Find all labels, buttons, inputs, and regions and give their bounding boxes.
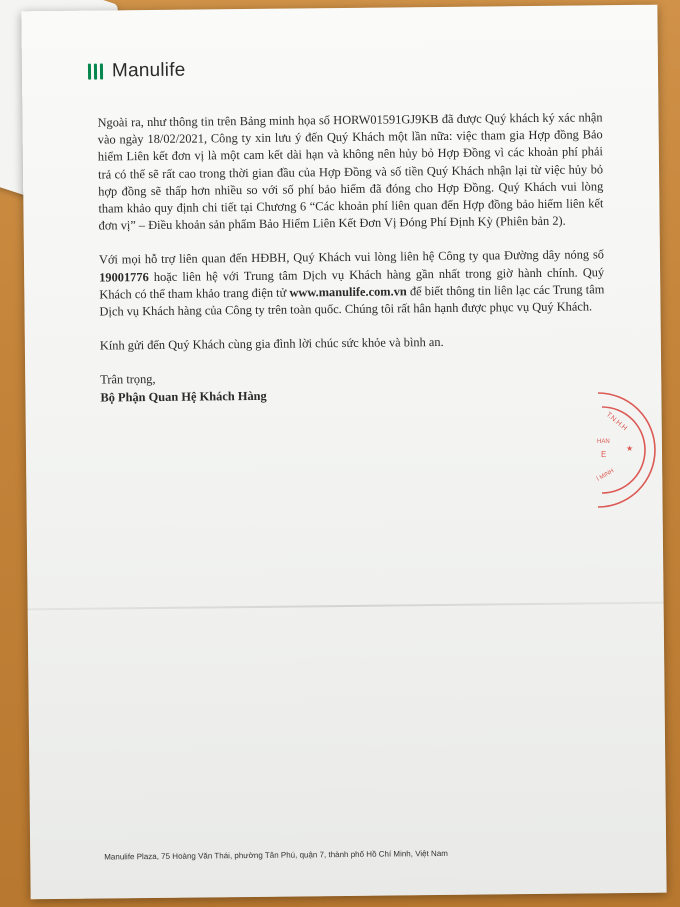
- signature-department: Bộ Phận Quan Hệ Khách Hàng: [100, 388, 267, 405]
- svg-text:E: E: [601, 450, 607, 459]
- paragraph-illustration-notice: Ngoài ra, như thông tin trên Bảng minh họa số HORW01591GJ9KB đã được Quý khách ký xác nhận vào ngày 18/02/2021, Công ty xin lưu ý đến Quý Khách một lần nữa: việc tham gia Hợp đồng Bảo hiểm Liên kết đơn vị là một cam kết dài hạn và không nên hủy bỏ Hợp Đồng vì các khoản phí phải trả có thể sẽ rất cao trong thời gian đầu của Hợp Đồng và số tiền Quý Khách nhận lại từ việc hủy bỏ hợp đồng sẽ thấp hơn nhiều so với số phí bảo hiểm đã đóng cho Hợp Đồng. Quý Khách vui lòng tham khảo quy định chi tiết tại Chương 6 “Các khoản phí liên quan đến Hợp đồng bảo hiểm liên kết đơn vị” – Điều khoản sản phẩm Bảo Hiểm Liên Kết Đơn Vị Đóng Phí Định Kỳ (Phiên bản 2).: [97, 110, 604, 233]
- closing-salutation: Trân trọng,: [100, 372, 156, 387]
- svg-text:T.N.H.H: T.N.H.H: [604, 411, 628, 433]
- paragraph-support-contact: [99, 247, 605, 321]
- manulife-m-icon: [88, 64, 103, 80]
- support-text-end: để biết thông tin liên lạc các Trung tâm Dịch vụ Khách hàng của Công ty trên toàn quốc. Chúng tôi rất hân hạnh được phục vụ Quý Khách.: [99, 282, 605, 319]
- website-link[interactable]: www.manulife.com.vn: [289, 284, 407, 300]
- svg-text:Í MINH: Í MINH: [596, 468, 616, 483]
- company-seal-stamp: [568, 385, 658, 515]
- letter-body: [97, 109, 605, 406]
- footer-address: Manulife Plaza, 75 Hoàng Văn Thái, phường Tân Phú, quận 7, thành phố Hồ Chí Minh, Việt Nam: [104, 848, 448, 862]
- paper-fold-line: [28, 602, 664, 611]
- hotline-number: 19001776: [99, 269, 149, 285]
- svg-text:HAN: HAN: [597, 439, 610, 445]
- manulife-logo: [88, 60, 186, 83]
- svg-text:★: ★: [626, 444, 634, 453]
- paragraph-wishes: Kính gửi đến Quý Khách cùng gia đình lời chúc sức khỏe và bình an.: [99, 335, 444, 353]
- support-text-start: Với mọi hỗ trợ liên quan đến HĐBH, Quý Khách vui lòng liên hệ Công ty qua Đường dây nóng số: [98, 247, 605, 267]
- support-text-middle: hoặc liên hệ với Trung tâm Dịch vụ Khách hàng gần nhất trong giờ hành chính. Quý Khách có thể tham khảo trang điện tử: [99, 264, 605, 302]
- logo-wordmark: Manulife: [111, 59, 186, 82]
